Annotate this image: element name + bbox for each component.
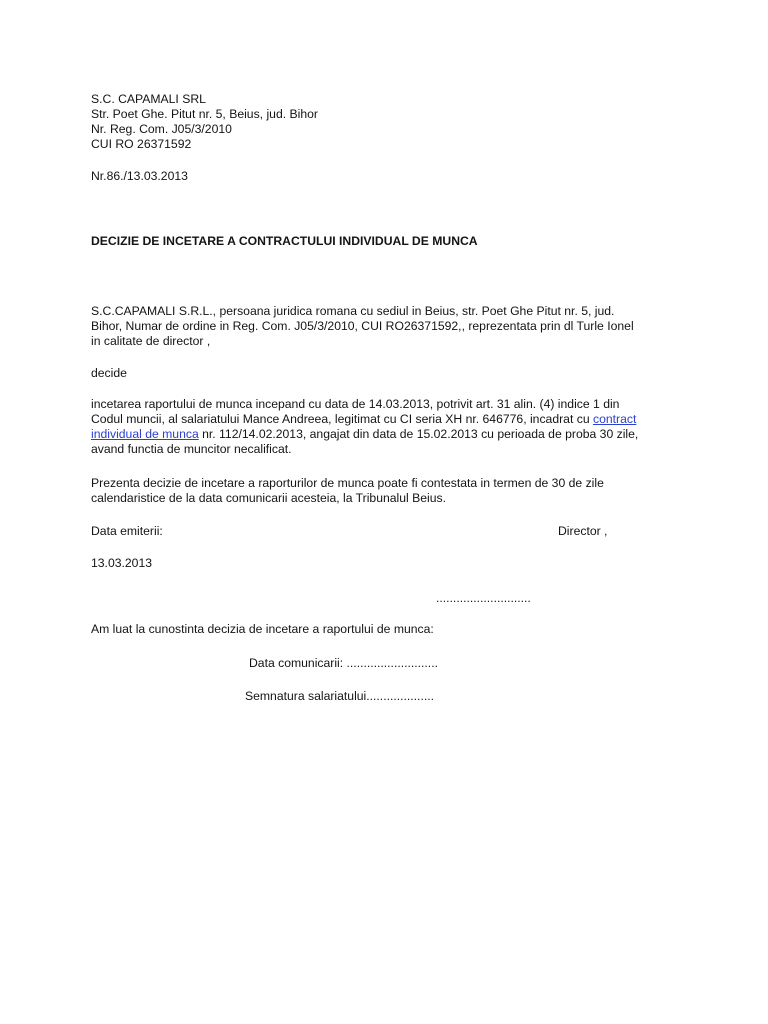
intro-paragraph: [91, 304, 681, 349]
director-label: Director ,: [558, 524, 608, 538]
company-name: S.C. CAPAMALI SRL: [91, 92, 206, 106]
intro-line: in calitate de director ,: [91, 334, 211, 348]
termination-text: Codul muncii, al salariatului Mance Andreea, legitimat cu CI seria XH nr. 646776, incadrat cu: [91, 412, 593, 426]
issue-date: 13.03.2013: [91, 556, 152, 570]
company-header: [91, 92, 681, 152]
employee-signature-line: Semnatura salariatului....................: [245, 689, 434, 703]
contest-line: Prezenta decizie de incetare a raporturilor de munca poate fi contestata in termen de 30 de zile: [91, 476, 604, 490]
intro-line: S.C.CAPAMALI S.R.L., persoana juridica romana cu sediul in Beius, str. Poet Ghe Pitut nr. 5, jud.: [91, 304, 615, 318]
termination-line: incetarea raportului de munca incepand cu data de 14.03.2013, potrivit art. 31 alin. (4) indice 1 din: [91, 397, 620, 411]
contract-link-continued[interactable]: individual de munca: [91, 427, 199, 441]
company-address: Str. Poet Ghe. Pitut nr. 5, Beius, jud. Bihor: [91, 107, 318, 121]
termination-line: [91, 427, 681, 442]
acknowledgement-text: Am luat la cunostinta decizia de incetare a raportului de munca:: [91, 622, 434, 636]
document-number: Nr.86./13.03.2013: [91, 169, 188, 183]
contest-paragraph: [91, 476, 681, 506]
company-cui: CUI RO 26371592: [91, 137, 192, 151]
termination-line: avand functia de muncitor necalificat.: [91, 442, 292, 456]
termination-line: [91, 412, 681, 427]
termination-paragraph: [91, 397, 681, 457]
contract-link[interactable]: contract: [592, 412, 637, 426]
contest-line: calendaristice de la data comunicarii acesteia, la Tribunalul Beius.: [91, 491, 446, 505]
communication-date-line: Data comunicarii: ...........................: [249, 656, 438, 670]
intro-line: Bihor, Numar de ordine in Reg. Com. J05/3/2010, CUI RO26371592,, reprezentata prin dl Turle Ionel: [91, 319, 634, 333]
termination-text: nr. 112/14.02.2013, angajat din data de 15.02.2013 cu perioada de proba 30 zile,: [198, 427, 639, 441]
company-reg-com: Nr. Reg. Com. J05/3/2010: [91, 122, 232, 136]
issue-date-label: Data emiterii:: [91, 524, 163, 538]
decide-word: decide: [91, 366, 127, 380]
document-title: DECIZIE DE INCETARE A CONTRACTULUI INDIVIDUAL DE MUNCA: [91, 234, 478, 248]
director-signature-line: ............................: [436, 591, 531, 605]
